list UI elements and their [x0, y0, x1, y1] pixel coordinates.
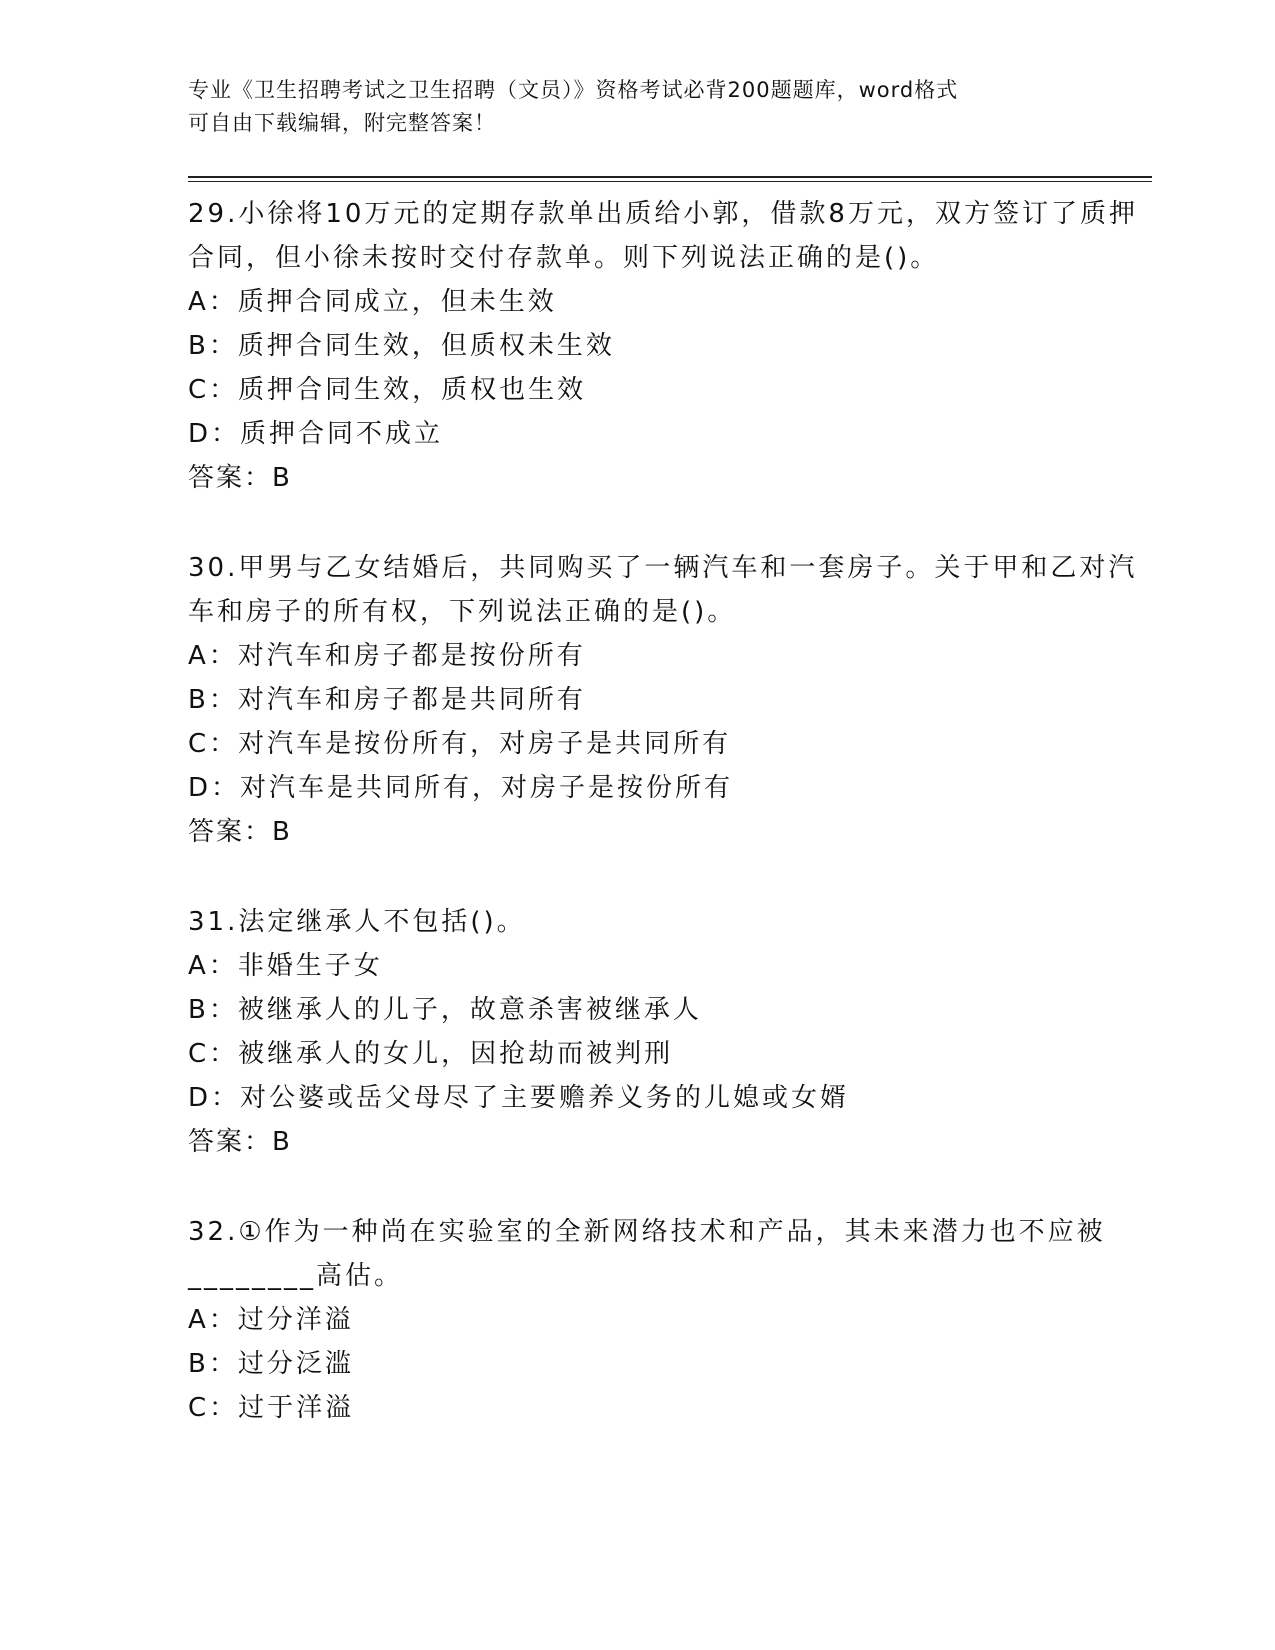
question-list	[188, 192, 1148, 1476]
answer-line: 答案：B	[188, 463, 292, 493]
option-d: D：对汽车是共同所有，对房子是按份所有	[188, 773, 734, 803]
header-divider-thin	[188, 181, 1152, 182]
option-c: C：过于洋溢	[188, 1393, 355, 1423]
question-stem: 30.甲男与乙女结婚后，共同购买了一辆汽车和一套房子。关于甲和乙对汽车和房子的所有权，下列说法正确的是()。	[188, 553, 1138, 627]
option-d: D：质押合同不成立	[188, 419, 444, 449]
option-b: B：被继承人的儿子，故意杀害被继承人	[188, 995, 702, 1025]
option-d: D：对公婆或岳父母尽了主要赡养义务的儿媳或女婿	[188, 1083, 850, 1113]
option-a: A：对汽车和房子都是按份所有	[188, 641, 586, 671]
question-stem: 32.①作为一种尚在实验室的全新网络技术和产品，其未来潜力也不应被________高估。	[188, 1217, 1106, 1291]
question-29	[188, 192, 1148, 500]
question-stem: 31.法定继承人不包括()。	[188, 907, 526, 937]
question-32	[188, 1210, 1148, 1430]
option-b: B：过分泛滥	[188, 1349, 354, 1379]
option-b: B：对汽车和房子都是共同所有	[188, 685, 586, 715]
document-header	[188, 74, 1088, 140]
answer-line: 答案：B	[188, 817, 292, 847]
option-c: C：质押合同生效，质权也生效	[188, 375, 587, 405]
option-b: B：质押合同生效，但质权未生效	[188, 331, 615, 361]
option-a: A：非婚生子女	[188, 951, 383, 981]
option-a: A：质押合同成立，但未生效	[188, 287, 557, 317]
header-line-1: 专业《卫生招聘考试之卫生招聘（文员）》资格考试必背200题题库，word格式	[188, 78, 959, 102]
question-stem: 29.小徐将10万元的定期存款单出质给小郭，借款8万元，双方签订了质押合同，但小徐未按时交付存款单。则下列说法正确的是()。	[188, 199, 1138, 273]
answer-line: 答案：B	[188, 1127, 292, 1157]
option-c: C：对汽车是按份所有，对房子是共同所有	[188, 729, 732, 759]
question-31	[188, 900, 1148, 1164]
option-c: C：被继承人的女儿，因抢劫而被判刑	[188, 1039, 674, 1069]
option-a: A：过分洋溢	[188, 1305, 354, 1335]
header-divider-thick	[188, 176, 1152, 178]
question-30	[188, 546, 1148, 854]
header-line-2: 可自由下载编辑，附完整答案！	[188, 111, 496, 135]
